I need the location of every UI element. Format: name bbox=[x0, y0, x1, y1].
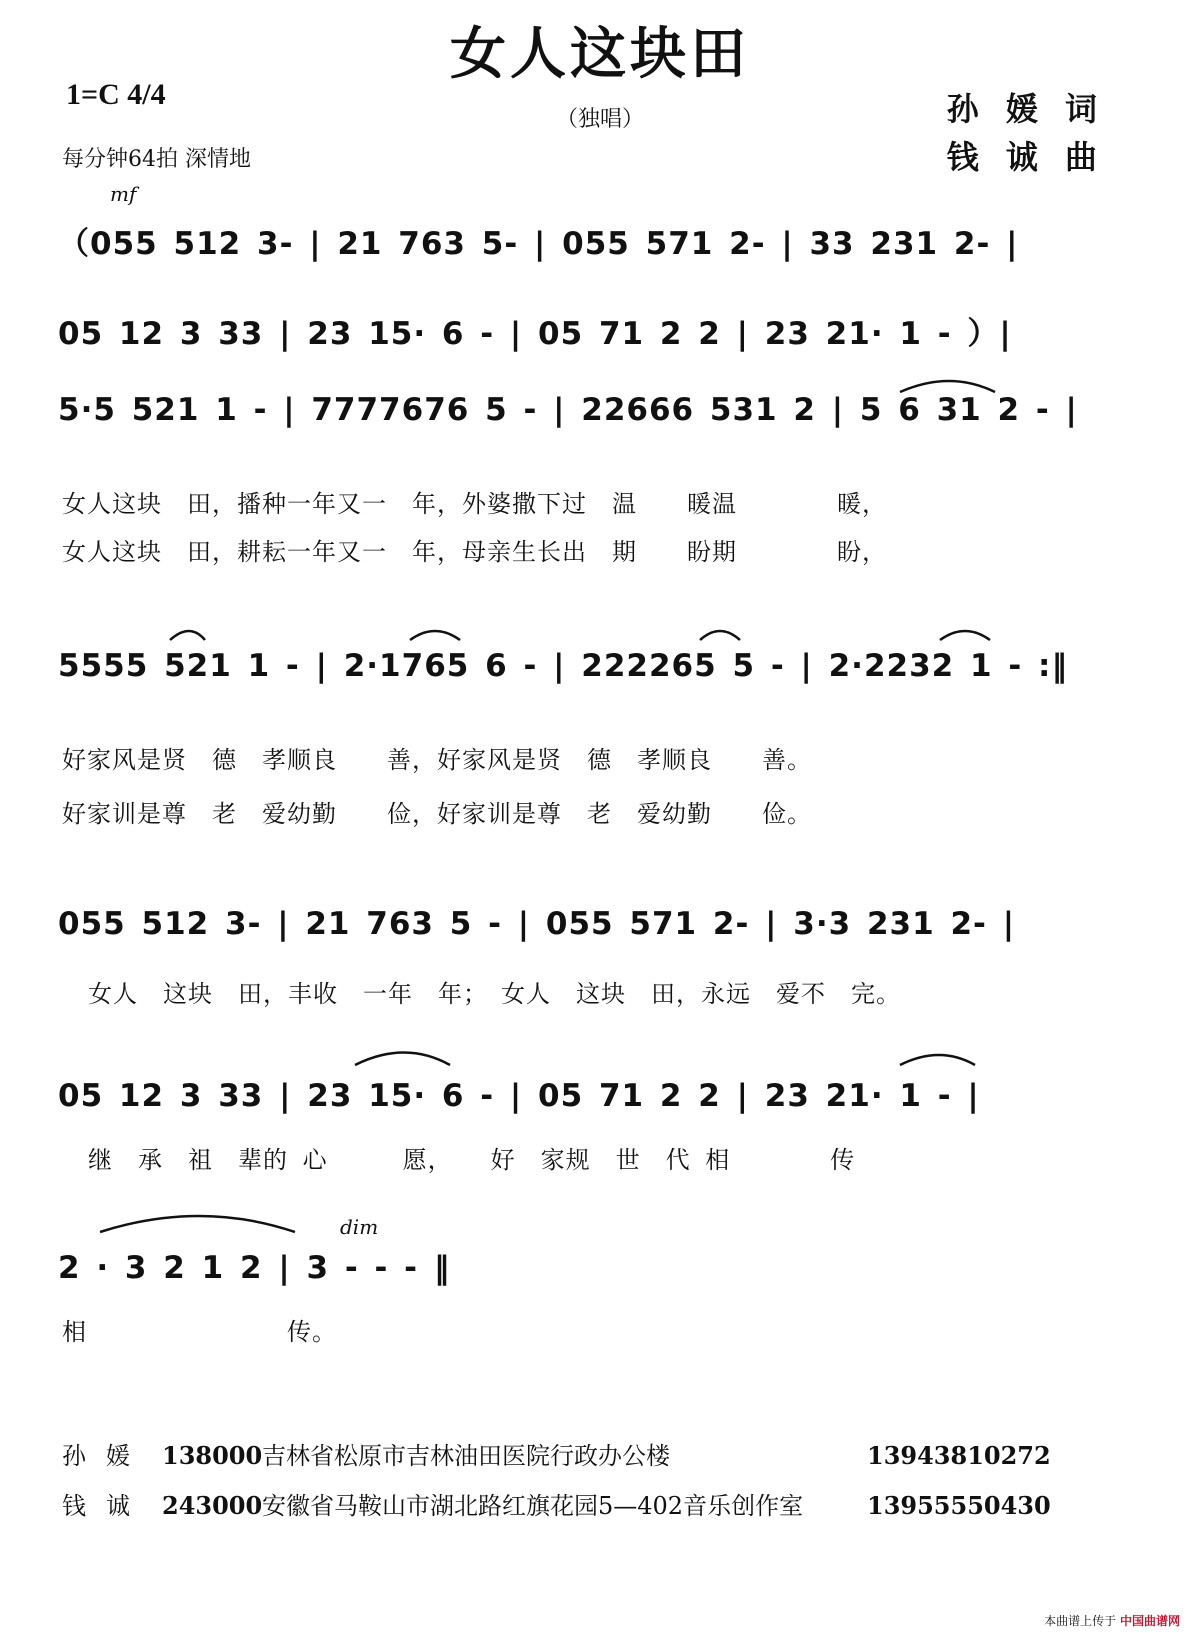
contact-address: 吉林省松原市吉林油田医院行政办公楼 bbox=[262, 1442, 670, 1470]
lyric-line-5: 女人 这块 田，丰收 一年 年； 女人 这块 田，永远 爱不 完。 bbox=[88, 980, 901, 1008]
lyric-line-6: 继 承 祖 辈的 心 愿， 好 家规 世 代 相 传 bbox=[88, 1146, 856, 1174]
contact-name: 钱诚 bbox=[62, 1492, 150, 1520]
slur-mark bbox=[900, 381, 995, 392]
contact-address: 安徽省马鞍山市湖北路红旗花园5—402音乐创作室 bbox=[262, 1492, 804, 1520]
slur-mark bbox=[700, 631, 740, 640]
upload-credit bbox=[1044, 1612, 1180, 1629]
contact-phone: 13943810272 bbox=[867, 1441, 1051, 1470]
lyric-line-3-verse-1: 女人这块 田，播种一年又一 年，外婆撒下过 温 暖温 暖， bbox=[62, 490, 887, 518]
composer-credit: 钱 诚 曲 bbox=[946, 138, 1105, 176]
score-system-3-notes: 5·5 521 1 - | 7777676 5 - | 22666 531 2 | 5 6 31 2 - | bbox=[58, 392, 1078, 428]
slur-mark bbox=[900, 1055, 975, 1065]
score-system-7-notes: 2 · 3 2 1 2 | 3 - - - ‖ bbox=[58, 1250, 451, 1286]
score-system-4-notes: 5555 521 1 - | 2·1765 6 - | 222265 5 - | 2·2232 1 - :‖ bbox=[58, 648, 1068, 684]
dynamic-mark-mf: mf bbox=[110, 182, 137, 206]
lyric-line-4-verse-2: 好家训是尊 老 爱幼勤 俭，好家训是尊 老 爱幼勤 俭。 bbox=[62, 800, 812, 828]
song-title: 女人这块田 bbox=[450, 21, 750, 87]
slur-mark bbox=[355, 1053, 450, 1066]
contact-zip: 138000 bbox=[162, 1441, 263, 1470]
contact-row-1 bbox=[62, 1436, 1051, 1471]
slur-mark bbox=[100, 1216, 295, 1232]
slur-mark bbox=[940, 631, 990, 640]
contact-zip: 243000 bbox=[162, 1491, 263, 1520]
dynamic-mark-dim: dim bbox=[340, 1215, 379, 1239]
key-signature: 1=C 4/4 bbox=[66, 78, 166, 111]
lyric-line-4-verse-1: 好家风是贤 德 孝顺良 善，好家风是贤 德 孝顺良 善。 bbox=[62, 746, 812, 774]
lyricist-credit: 孙 媛 词 bbox=[946, 90, 1105, 128]
tempo-marking: 每分钟64拍 深情地 bbox=[62, 147, 251, 172]
score-system-1-notes: （055 512 3- | 21 763 5- | 055 571 2- | 33 231 2- | bbox=[58, 226, 1019, 262]
slur-mark bbox=[170, 631, 205, 640]
song-subtitle: （独唱） bbox=[555, 107, 644, 132]
score-system-2-notes: 05 12 3 33 | 23 15· 6 - | 05 71 2 2 | 23 21· 1 - ）| bbox=[58, 316, 1012, 352]
site-logo: 中国曲谱网 bbox=[1119, 1614, 1180, 1628]
upload-text: 本曲谱上传于 bbox=[1044, 1614, 1117, 1628]
score-system-5-notes: 055 512 3- | 21 763 5 - | 055 571 2- | 3·3 231 2- | bbox=[58, 906, 1016, 942]
lyric-line-7: 相 传。 bbox=[62, 1318, 337, 1346]
contact-phone: 13955550430 bbox=[867, 1491, 1051, 1520]
lyric-line-3-verse-2: 女人这块 田，耕耘一年又一 年，母亲生长出 期 盼期 盼， bbox=[62, 538, 887, 566]
score-system-6-notes: 05 12 3 33 | 23 15· 6 - | 05 71 2 2 | 23 21· 1 - | bbox=[58, 1078, 980, 1114]
contact-row-2 bbox=[62, 1486, 1051, 1521]
slur-mark bbox=[410, 631, 460, 640]
contact-name: 孙媛 bbox=[62, 1442, 150, 1470]
